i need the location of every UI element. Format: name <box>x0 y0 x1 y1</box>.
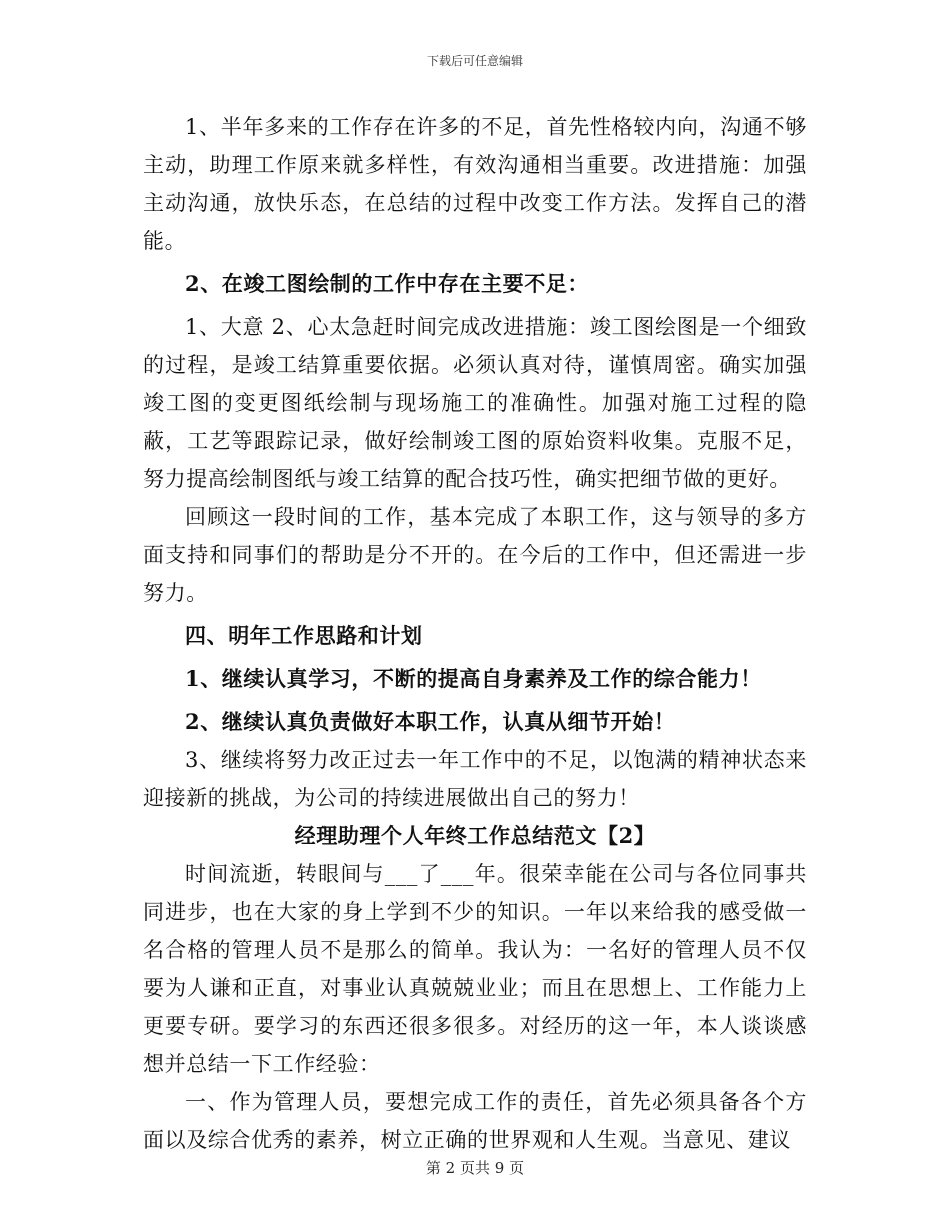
plan-item-2: 2、继续认真负责做好本职工作，认真从细节开始！ <box>185 709 676 734</box>
page-header: 下载后可任意编辑 <box>426 54 523 68</box>
page-footer: 第 2 页共 9 页 <box>425 1159 525 1177</box>
plan-item-1: 1、继续认真学习，不断的提高自身素养及工作的综合能力！ <box>185 666 762 691</box>
heading-next-year-plan: 四、明年工作思路和计划 <box>185 623 423 648</box>
section-title: 经理助理个人年终工作总结范文【2】 <box>294 823 656 848</box>
heading-as-built-drawing: 2、在竣工图绘制的工作中存在主要不足： <box>185 271 590 296</box>
paragraph-shortcomings: 1、半年多来的工作存在许多的不足，首先性格较内向，沟通不够主动，助理工作原来就多样性，有效沟通相当重要。改进措施：加强主动沟通，放快乐态，在总结的过程中改变工作方法。发挥自己的潜能。 <box>143 115 807 253</box>
paragraph-improvement: 1、大意 2、心太急赶时间完成改进措施：竣工图绘图是一个细致的过程，是竣工结算重要依据。必须认真对待，谨慎周密。确实加强竣工图的变更图纸绘制与现场施工的准确性。加强对施工过程的隐蔽，工艺等跟踪记录，做好绘制竣工图的原始资料收集。克服不足，努力提高绘制图纸与竣工结算的配合技巧性，确实把细节做的更好。 <box>143 315 807 491</box>
document-body <box>143 108 807 1159</box>
paragraph-intro: 时间流逝，转眼间与___了___年。很荣幸能在公司与各位同事共同进步，也在大家的身上学到不少的知识。一年以来给我的感受做一名合格的管理人员不是那么的简单。我认为：一名好的管理人员不仅要为人谦和正直，对事业认真兢兢业业；而且在思想上、工作能力上更要专研。要学习的东西还很多很多。对经历的这一年，本人谈谈感想并总结一下工作经验： <box>143 862 807 1076</box>
plan-item-3: 3、继续将努力改正过去一年工作中的不足，以饱满的精神状态来迎接新的挑战，为公司的持续进展做出自己的努力！ <box>143 748 807 810</box>
paragraph-review: 回顾这一段时间的工作，基本完成了本职工作，这与领导的多方面支持和同事们的帮助是分不开的。在今后的工作中，但还需进一步努力。 <box>143 505 807 605</box>
paragraph-point-1: 一、作为管理人员，要想完成工作的责任，首先必须具备各个方面以及综合优秀的素养，树立正确的世界观和人生观。当意见、建议 <box>143 1090 807 1152</box>
